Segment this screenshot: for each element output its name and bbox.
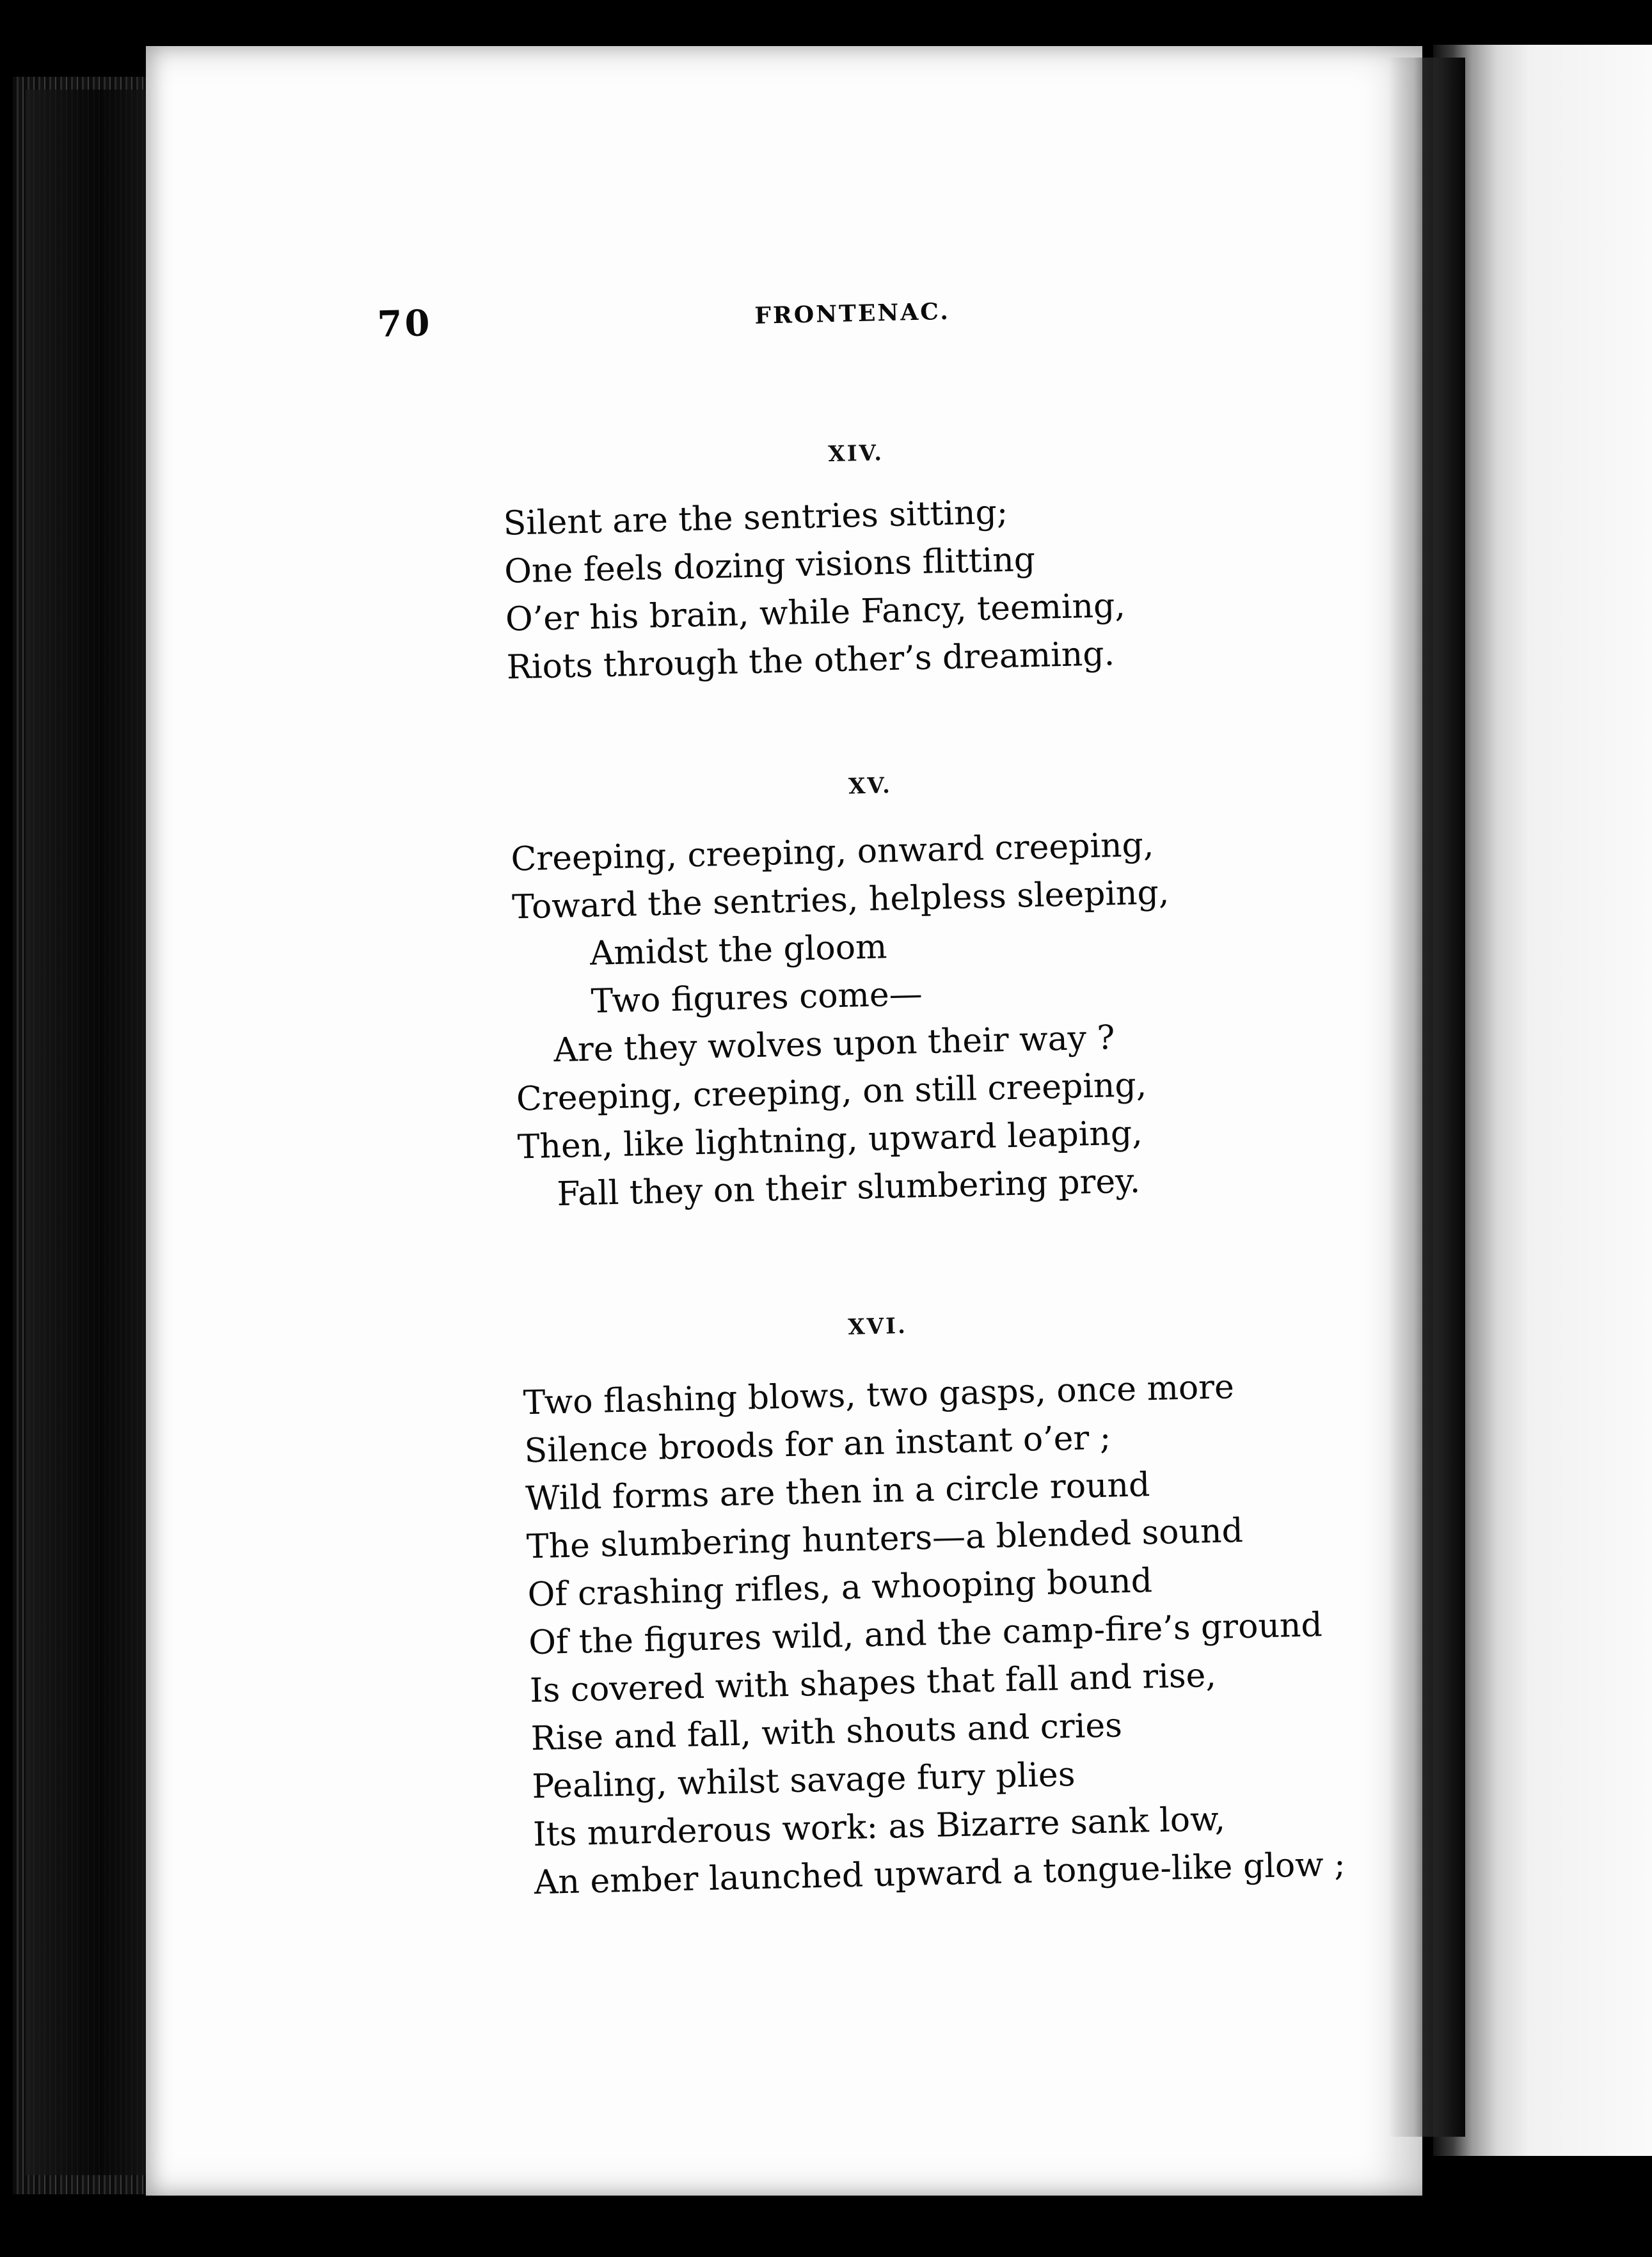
verse-line: Silence broods for an instant o’er ; xyxy=(523,1418,1111,1471)
verse-line: Wild forms are then in a circle round xyxy=(525,1466,1150,1519)
book-page xyxy=(146,46,1422,2196)
verse-line: One feels dozing visions flitting xyxy=(504,540,1036,591)
verse-line: Silent are the sentries sitting; xyxy=(503,493,1008,543)
verse-line: Its murderous work: as Bizarre sank low, xyxy=(532,1800,1226,1855)
verse-line: Rise and fall, with shouts and cries xyxy=(530,1706,1123,1759)
page-content xyxy=(122,32,1447,2210)
verse-line: Of crashing rifles, a whooping bound xyxy=(527,1562,1153,1615)
verse-line: Is covered with shapes that fall and rise, xyxy=(529,1656,1217,1711)
gutter-shadow xyxy=(1388,58,1465,2137)
verse-line: Two flashing blows, two gasps, once more xyxy=(523,1368,1235,1423)
stanza-xiv xyxy=(503,486,1127,692)
stanza-xvi xyxy=(523,1361,1346,1908)
verse-line: Fall they on their slumbering prey. xyxy=(556,1162,1141,1214)
stanza-numeral-xvi: XVI. xyxy=(847,1313,908,1340)
stanza-xv xyxy=(511,821,1177,1219)
verse-line: Amidst the gloom xyxy=(589,928,887,973)
verse-line: O’er his brain, while Fancy, teeming, xyxy=(505,586,1126,639)
running-head: FRONTENAC. xyxy=(754,297,951,329)
verse-line: Then, like lightning, upward leaping, xyxy=(517,1114,1143,1167)
verse-line: Toward the sentries, helpless sleeping, xyxy=(511,873,1170,927)
verse-line: Creeping, creeping, on still creeping, xyxy=(516,1066,1147,1119)
verse-line: An ember launched upward a tongue-like glow ; xyxy=(534,1845,1346,1903)
page-number: 70 xyxy=(376,302,433,346)
verse-line: Are they wolves upon their way ? xyxy=(553,1018,1116,1070)
verse-line: Riots through the other’s dreaming. xyxy=(506,635,1115,687)
verse-line: Creeping, creeping, onward creeping, xyxy=(510,825,1155,879)
stanza-numeral-xv: XV. xyxy=(848,773,893,800)
verse-line: Two figures come— xyxy=(591,975,923,1021)
verse-line: The slumbering hunters—a blended sound xyxy=(526,1511,1244,1567)
stanza-numeral-xiv: XIV. xyxy=(827,440,884,468)
verse-line: Pealing, whilst savage fury plies xyxy=(531,1755,1076,1807)
verse-line: Of the figures wild, and the camp-fire’s ground xyxy=(528,1606,1323,1663)
facing-page-edge xyxy=(1433,45,1652,2156)
